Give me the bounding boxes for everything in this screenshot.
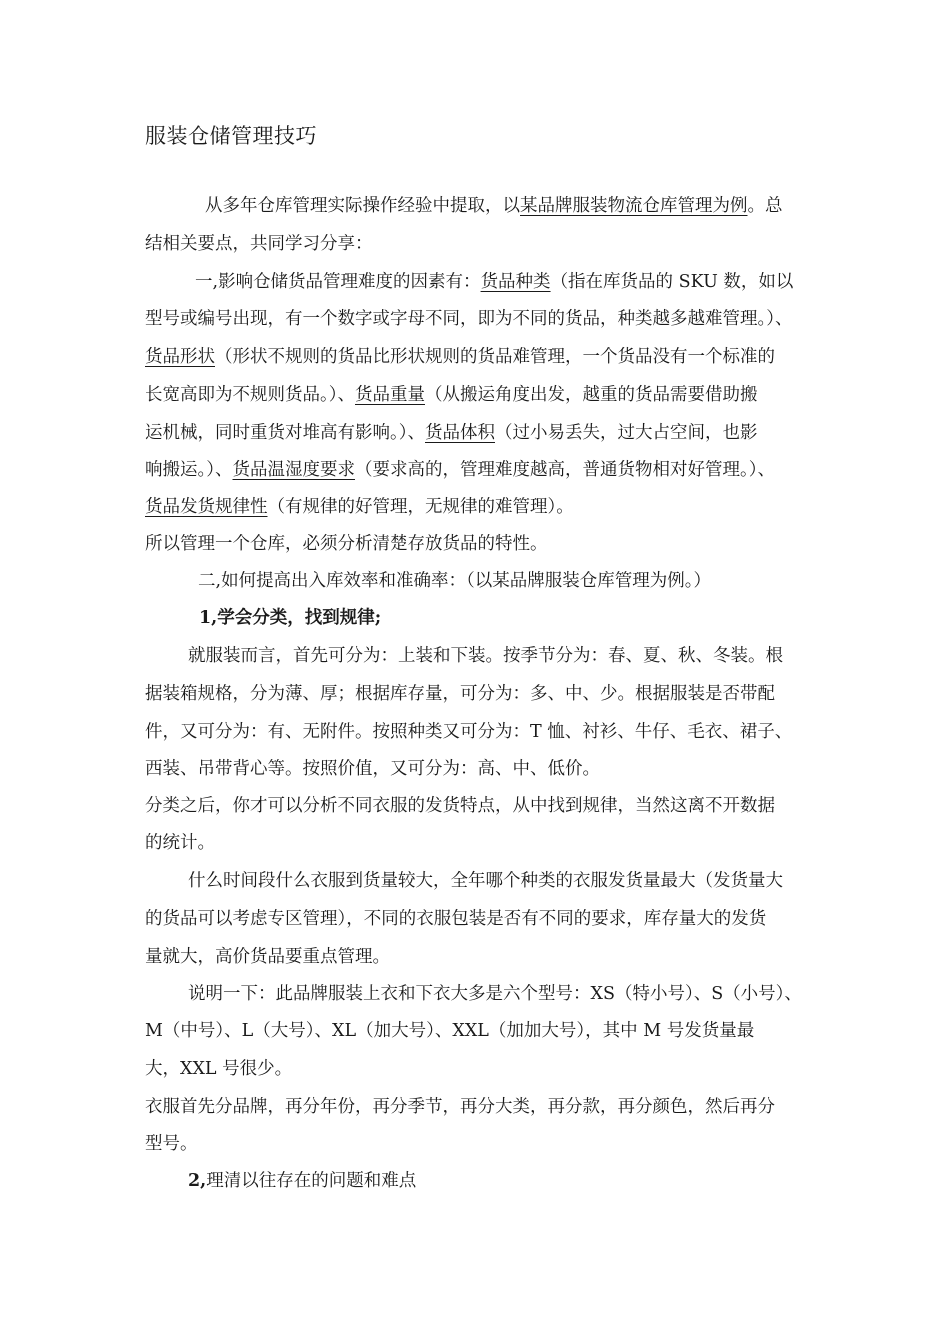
sizes-line-1: 说明一下：此品牌服装上衣和下衣大多是六个型号：XS（特小号）、S（小号）、 bbox=[188, 984, 802, 1004]
intro-line-2: 结相关要点，共同学习分享： bbox=[145, 234, 373, 254]
timing-line-1: 什么时间段什么衣服到货量较大，全年哪个种类的衣服发货量最大（发货量大 bbox=[188, 871, 783, 891]
factors-line-2: 型号或编号出现，有一个数字或字母不同，即为不同的货品，种类越多越难管理。）、 bbox=[145, 309, 793, 329]
hierarchy-line-1: 衣服首先分品牌，再分年份，再分季节，再分大类，再分款，再分颜色，然后再分 bbox=[145, 1097, 775, 1117]
analysis-line-1: 分类之后，你才可以分析不同衣服的发货特点，从中找到规律，当然这离不开数据 bbox=[145, 796, 775, 816]
sizes-line-2: M（中号）、L（大号）、XL（加大号）、XXL（加加大号），其中 M 号发货量最 bbox=[145, 1021, 755, 1041]
classify-line-3: 件，又可分为：有、无附件。按照种类又可分为：T 恤、衬衫、牛仔、毛衣、裙子、 bbox=[145, 722, 793, 742]
intro-underlined-text: 某品牌服装物流仓库管理为例 bbox=[520, 196, 748, 216]
analysis-line-2: 的统计。 bbox=[145, 833, 215, 853]
factor-shipping-regularity: 货品发货规律性 bbox=[145, 497, 268, 517]
document-title: 服装仓储管理技巧 bbox=[145, 124, 317, 148]
hierarchy-line-2: 型号。 bbox=[145, 1134, 198, 1154]
classify-line-4: 西装、吊带背心等。按照价值，又可分为：高、中、低价。 bbox=[145, 759, 600, 779]
classify-line-2: 据装箱规格，分为薄、厚；根据库存量，可分为：多、中、少。根据服装是否带配 bbox=[145, 684, 775, 704]
sizes-line-3: 大，XXL 号很少。 bbox=[145, 1059, 293, 1079]
factor-volume: 货品体积 bbox=[425, 423, 495, 443]
factor-temperature-humidity: 货品温湿度要求 bbox=[232, 460, 355, 480]
timing-line-3: 量就大，高价货品要重点管理。 bbox=[145, 947, 390, 967]
classify-line-1: 就服装而言，首先可分为：上装和下装。按季节分为：春、夏、秋、冬装。根 bbox=[188, 646, 783, 666]
section-2-heading: 二,如何提高出入库效率和准确率：（以某品牌服装仓库管理为例。） bbox=[198, 571, 712, 591]
factors-line-4: 长宽高即为不规则货品。）、货品重量（从搬运角度出发，越重的货品需要借助搬 bbox=[145, 385, 758, 405]
factors-conclusion: 所以管理一个仓库，必须分析清楚存放货品的特性。 bbox=[145, 534, 548, 554]
factors-line-5: 运机械，同时重货对堆高有影响。）、货品体积（过小易丢失，过大占空间，也影 bbox=[145, 423, 758, 443]
factor-variety: 货品种类 bbox=[480, 272, 551, 292]
timing-line-2: 的货品可以考虑专区管理），不同的衣服包装是否有不同的要求，库存量大的发货 bbox=[145, 909, 767, 929]
factors-line-3: 货品形状（形状不规则的货品比形状规则的货品难管理，一个货品没有一个标准的 bbox=[145, 347, 775, 367]
factor-shape: 货品形状 bbox=[145, 347, 215, 367]
subsection-1-heading: 1,学会分类，找到规律; bbox=[199, 608, 382, 628]
intro-line-1: 从多年仓库管理实际操作经验中提取，以某品牌服装物流仓库管理为例。总 bbox=[205, 196, 783, 216]
factor-weight: 货品重量 bbox=[355, 385, 425, 405]
factors-line-7: 货品发货规律性（有规律的好管理，无规律的难管理）。 bbox=[145, 497, 574, 517]
factors-line-6: 响搬运。）、货品温湿度要求（要求高的，管理难度越高，普通货物相对好管理。）、 bbox=[145, 460, 775, 480]
subsection-2-heading: 2,理清以往存在的问题和难点 bbox=[188, 1171, 417, 1191]
factors-line-1: 一,影响仓储货品管理难度的因素有：货品种类（指在库货品的 SKU 数，如以 bbox=[195, 272, 794, 292]
